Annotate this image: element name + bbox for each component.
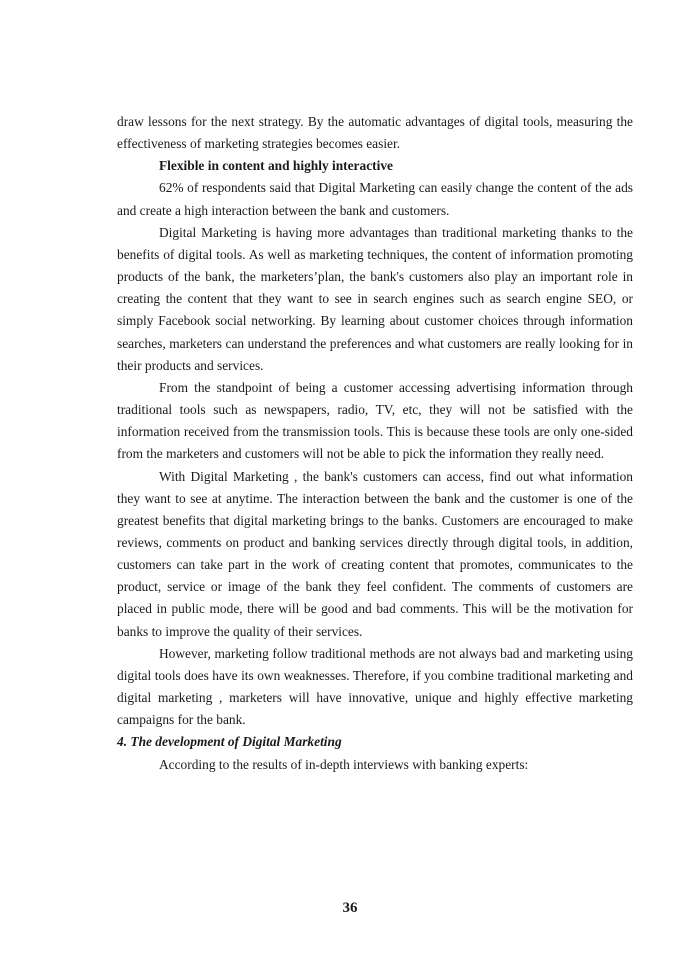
page-number: 36 <box>342 900 358 916</box>
paragraph-interviews: According to the results of in-depth interviews with banking experts: <box>159 756 529 772</box>
subheading-flexible-content: Flexible in content and highly interactive <box>159 158 393 174</box>
paragraph-traditional-tools: From the standpoint of being a customer accessing advertising information through traditional tools such as newspapers, radio, TV, etc, they will not be satisfied with the information received from the transmission tools. This is because these tools are only one-sided from the marketers and customers will not be able to pick the information they really need. <box>117 379 633 462</box>
page-body <box>117 111 633 776</box>
paragraph-combination: However, marketing follow traditional methods are not always bad and marketing using digital tools does have its own weaknesses. Therefore, if you combine traditional marketing and digital marketing , marketers will have innovative, unique and highly effective marketing campaigns for the bank. <box>117 645 633 728</box>
paragraph-advantages: Digital Marketing is having more advantages than traditional marketing thanks to the benefits of digital tools. As well as marketing techniques, the content of information promoting products of the bank, the marketers’plan, the bank's customers also play an important role in creating the content that they want to see in search engines such as search engine SEO, or simply Facebook social networking. By learning about customer choices through information searches, marketers can understand the preferences and what customers are really looking for in their products and services. <box>117 224 633 373</box>
section-heading: 4. The development of Digital Marketing <box>117 734 342 750</box>
paragraph-customer-interaction: With Digital Marketing , the bank's customers can access, find out what information they want to see at anytime. The interaction between the bank and the customer is one of the greatest benefits that digital marketing brings to the banks. Customers are encouraged to make reviews, comments on product and banking services directly through digital tools, in addition, customers can take part in the work of creating content that promotes, communicates to the product, service or image of the bank they feel confident. The comments of customers are placed in public mode, there will be good and bad comments. This will be the motivation for banks to improve the quality of their services. <box>117 468 633 639</box>
paragraph-continuation: draw lessons for the next strategy. By the automatic advantages of digital tools, measuring the effectiveness of marketing strategies becomes easier. <box>117 114 633 152</box>
paragraph-respondents: 62% of respondents said that Digital Marketing can easily change the content of the ads and create a high interaction between the bank and customers. <box>117 180 633 218</box>
